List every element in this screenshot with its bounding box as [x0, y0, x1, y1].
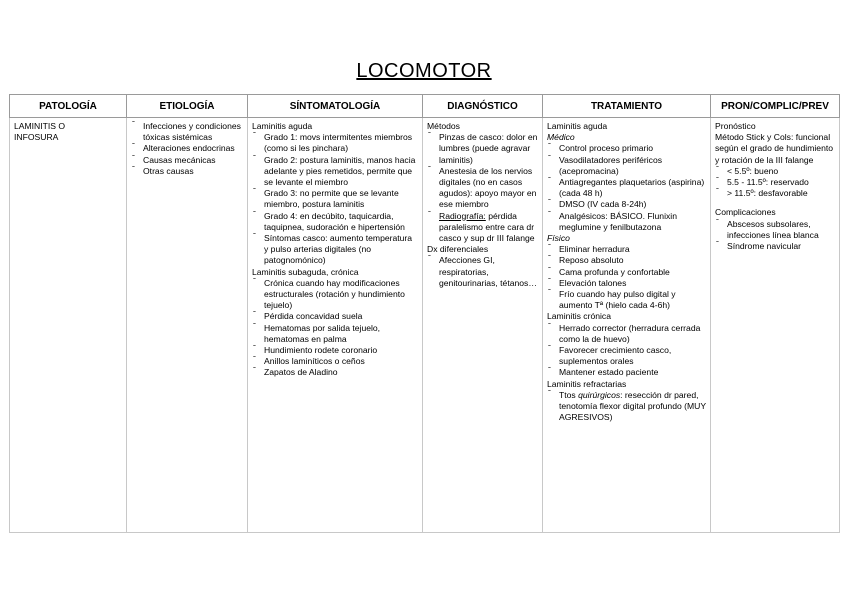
patologia-line: LAMINITIS O	[14, 121, 66, 131]
cell-sintomatologia	[248, 118, 423, 533]
list-item: ˉ Abscesos subsolares, infecciones línea blanca	[715, 219, 835, 241]
page-title: LOCOMOTOR	[356, 60, 492, 82]
cell-diagnostico	[423, 118, 543, 533]
cell-patologia	[10, 118, 127, 533]
refractaria-list	[547, 390, 706, 424]
header-sintomatologia: SÍNTOMATOLOGÍA	[248, 95, 423, 118]
radiografia-label: Radiografía:	[439, 210, 486, 221]
subsection-title: Médico	[547, 132, 575, 143]
radiografia-text: pérdida paralelismo entre cara dr casco y sup dr III falange	[439, 210, 535, 244]
list-item: ˉ Hundimiento rodete coronario	[252, 345, 418, 356]
pronostico-list	[715, 166, 835, 200]
list-item	[547, 390, 706, 424]
list-item: ˉ Favorecer crecimiento casco, suplementos orales	[547, 345, 706, 367]
list-item	[427, 211, 538, 245]
list-item: ˉ Grado 2: postura laminitis, manos hacia adelante y pies remetidos, permite que se levante el miembro	[252, 155, 418, 189]
refractaria-prefix: Ttos	[559, 389, 579, 400]
list-item: ˉ Control proceso primario	[547, 143, 706, 154]
list-item: ˉ Otras causas	[131, 166, 243, 177]
list-item: ˉ Mantener estado paciente	[547, 367, 706, 378]
cronica-list	[547, 323, 706, 379]
list-item: ˉ Reposo absoluto	[547, 255, 706, 266]
list-item: ˉ Alteraciones endocrinas	[131, 143, 243, 154]
header-diagnostico: DIAGNÓSTICO	[423, 95, 543, 118]
list-item: ˉ 5.5 - 11.5º: reservado	[715, 177, 835, 188]
list-item: ˉ Causas mecánicas	[131, 155, 243, 166]
table-row	[10, 118, 840, 533]
list-item: ˉ Hematomas por salida tejuelo, hematomas en palma	[252, 323, 418, 345]
section-title: Complicaciones	[715, 207, 776, 218]
list-item: ˉ Herrado corrector (herradura cerrada como la de huevo)	[547, 323, 706, 345]
refractaria-italic: quirúrgicos	[578, 389, 621, 400]
sintomas-aguda-list	[252, 132, 418, 266]
list-item: ˉ Síndrome navicular	[715, 241, 835, 252]
list-item: ˉ Cama profunda y confortable	[547, 267, 706, 278]
list-item: ˉ Vasodilatadores periféricos (acepromacina)	[547, 155, 706, 177]
etiologia-list	[131, 121, 243, 177]
list-item: ˉ Eliminar herradura	[547, 244, 706, 255]
header-pronostico: PRON/COMPLIC/PREV	[711, 95, 840, 118]
fisico-list	[547, 244, 706, 311]
section-title: Laminitis aguda	[547, 121, 608, 131]
list-item: ˉ < 5.5º: bueno	[715, 166, 835, 177]
list-item: ˉ > 11.5º: desfavorable	[715, 188, 835, 199]
cell-tratamiento	[543, 118, 711, 533]
list-item: ˉ Elevación talones	[547, 278, 706, 289]
header-patologia: PATOLOGÍA	[10, 95, 127, 118]
metodos-list	[427, 132, 538, 244]
list-item: ˉ Pérdida concavidad suela	[252, 311, 418, 322]
subsection-title: Físico	[547, 233, 570, 244]
pronostico-metodo: Método Stick y Cols: funcional según el grado de hundimiento y rotación de la III falange	[715, 132, 834, 165]
section-title: Laminitis refractarias	[547, 378, 627, 389]
list-item: ˉ Afecciones GI, respiratorias, genitourinarias, tétanos…	[427, 255, 538, 289]
header-tratamiento: TRATAMIENTO	[543, 95, 711, 118]
patologia-line: INFOSURA	[14, 132, 59, 143]
complic-list	[715, 219, 835, 253]
list-item: ˉ DMSO (IV cada 8-24h)	[547, 199, 706, 210]
section-title: Dx diferenciales	[427, 244, 489, 255]
list-item: ˉ Grado 3: no permite que se levante miembro, postura laminitis	[252, 188, 418, 210]
section-title: Laminitis subaguda, crónica	[252, 266, 359, 277]
section-title: Métodos	[427, 121, 460, 131]
section-title: Laminitis crónica	[547, 311, 611, 322]
locomotor-table	[9, 94, 840, 533]
cell-pronostico	[711, 118, 840, 533]
list-item: ˉ Analgésicos: BÁSICO. Flunixin meglumine y fenilbutazona	[547, 211, 706, 233]
list-item: ˉ Antiagregantes plaquetarios (aspirina) (cada 48 h)	[547, 177, 706, 199]
list-item: ˉ Crónica cuando hay modificaciones estructurales (rotación y hundimiento tejuelo)	[252, 278, 418, 312]
list-item: ˉ Anillos laminíticos o ceños	[252, 356, 418, 367]
medico-list	[547, 143, 706, 233]
section-title: Pronóstico	[715, 121, 756, 131]
list-item: ˉ Frío cuando hay pulso digital y aumento Tª (hielo cada 4-6h)	[547, 289, 706, 311]
section-title: Laminitis aguda	[252, 121, 313, 131]
refractaria-text: : resección dr pared, tenotomía flexor digital profundo (MUY AGRESIVOS)	[559, 389, 706, 423]
sintomas-subaguda-list	[252, 278, 418, 379]
list-item: ˉ Síntomas casco: aumento temperatura y pulso arterias digitales (no patognomónico)	[252, 233, 418, 267]
list-item: ˉ Pinzas de casco: dolor en lumbres (puede agravar laminitis)	[427, 132, 538, 166]
header-etiologia: ETIOLOGÍA	[127, 95, 248, 118]
list-item: ˉ Grado 1: movs intermitentes miembros (como si les pinchara)	[252, 132, 418, 154]
list-item: ˉ Zapatos de Aladino	[252, 367, 418, 378]
dx-list	[427, 255, 538, 289]
list-item: ˉ Anestesia de los nervios digitales (no en casos agudos): apoyo mayor en ese miembro	[427, 166, 538, 211]
list-item: ˉ Grado 4: en decúbito, taquicardia, taquipnea, sudoración e hipertensión	[252, 211, 418, 233]
list-item: ˉ Infecciones y condiciones tóxicas sistémicas	[131, 121, 243, 143]
header-row	[10, 95, 840, 118]
cell-etiologia	[127, 118, 248, 533]
